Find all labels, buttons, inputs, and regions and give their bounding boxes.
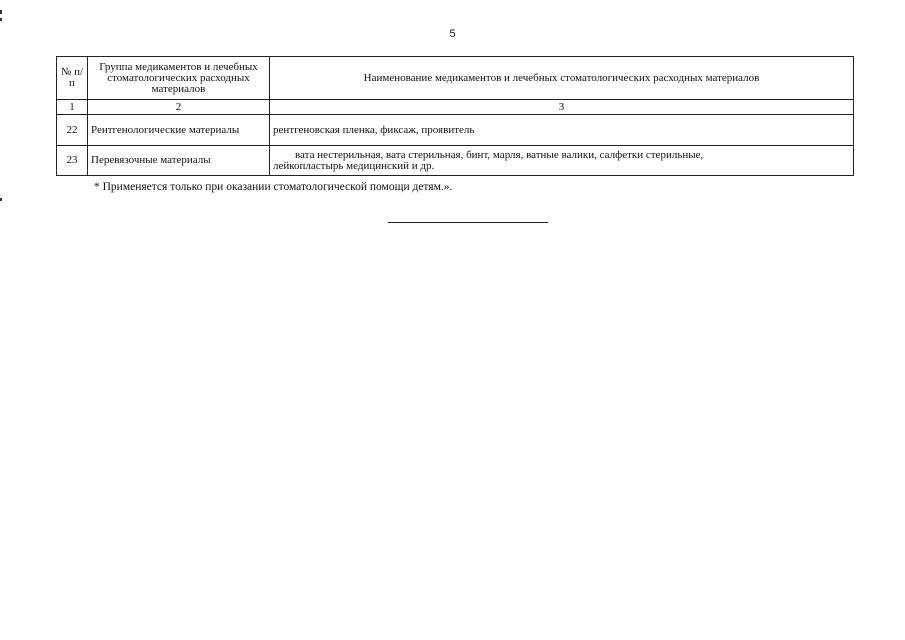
scan-edge-mark bbox=[0, 18, 2, 21]
row-name-line: вата нестерильная, вата стерильная, бинт, марля, ватные валики, салфетки стерильные, bbox=[295, 148, 704, 161]
table-row bbox=[57, 115, 854, 146]
footnote: * Применяется только при оказании стоматологической помощи детям.». bbox=[94, 181, 453, 193]
row-num: 23 bbox=[57, 146, 88, 176]
column-number: 1 bbox=[57, 100, 88, 115]
end-separator-line bbox=[388, 222, 548, 223]
column-number: 2 bbox=[88, 100, 270, 115]
table-header-row bbox=[57, 57, 854, 100]
header-name: Наименование медикаментов и лечебных стоматологических расходных материалов bbox=[270, 57, 854, 100]
table-row bbox=[57, 146, 854, 176]
header-num: № п/п bbox=[57, 57, 88, 100]
row-group: Рентгенологические материалы bbox=[88, 115, 270, 146]
scan-edge-mark bbox=[0, 10, 2, 14]
row-group: Перевязочные материалы bbox=[88, 146, 270, 176]
row-name: рентгеновская пленка, фиксаж, проявитель bbox=[270, 115, 854, 146]
column-number-row bbox=[57, 100, 854, 115]
header-group: Группа медикаментов и лечебных стоматологических расходных материалов bbox=[88, 57, 270, 100]
column-number: 3 bbox=[270, 100, 854, 115]
row-num: 22 bbox=[57, 115, 88, 146]
scan-edge-mark bbox=[0, 198, 2, 201]
page-number: 5 bbox=[449, 28, 456, 40]
row-name bbox=[270, 146, 854, 176]
materials-table bbox=[56, 56, 854, 176]
row-name-line: лейкопластырь медицинский и др. bbox=[273, 159, 435, 172]
